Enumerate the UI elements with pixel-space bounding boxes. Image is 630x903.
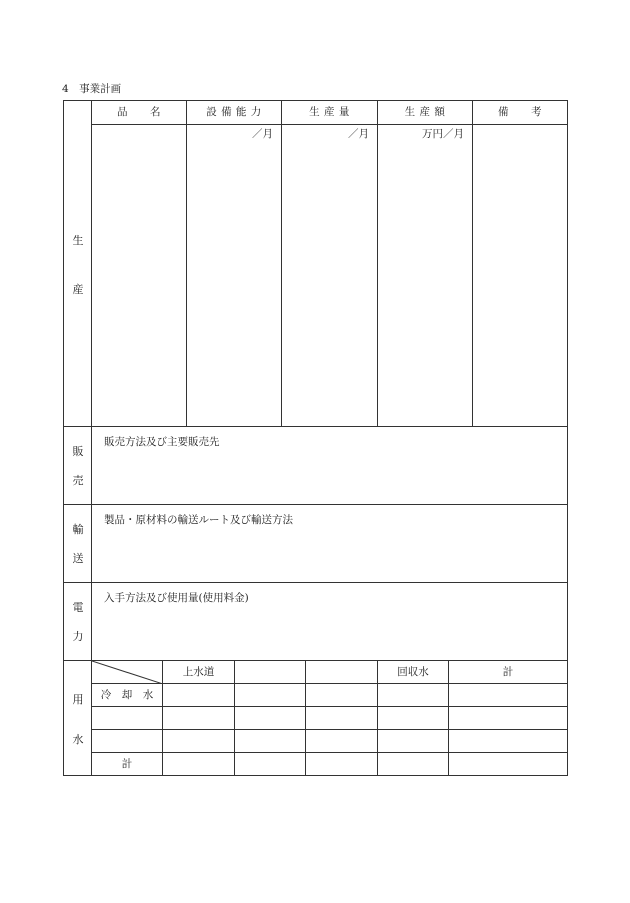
water-row-cooling: 冷 却 水 <box>91 684 162 707</box>
production-label-cell <box>63 100 91 427</box>
sales-label-cell <box>63 427 91 505</box>
transport-field[interactable] <box>91 505 568 583</box>
water-header-recycled: 回収水 <box>377 661 448 684</box>
power-label-1: 電 <box>72 601 84 614</box>
amount-unit: 万円／月 <box>422 128 464 140</box>
water-header-blank-2 <box>305 661 377 684</box>
water-cell[interactable] <box>305 707 377 730</box>
water-cell[interactable] <box>162 753 234 776</box>
transport-label-1: 輸 <box>72 523 84 536</box>
water-cell[interactable] <box>234 707 305 730</box>
sales-label-1: 販 <box>72 445 84 458</box>
water-label-1: 用 <box>72 693 84 706</box>
header-amount: 生 産 額 <box>377 100 472 124</box>
water-cell[interactable] <box>305 730 377 753</box>
water-cell[interactable] <box>377 730 448 753</box>
production-label-1: 生 <box>72 234 84 247</box>
remarks-field[interactable] <box>472 124 568 427</box>
water-cell[interactable] <box>234 684 305 707</box>
volume-unit: ／月 <box>348 128 369 140</box>
water-header-tap: 上水道 <box>162 661 234 684</box>
transport-label-2: 送 <box>72 552 84 565</box>
water-cell[interactable] <box>162 730 234 753</box>
water-cell[interactable] <box>305 753 377 776</box>
water-header-blank-1 <box>234 661 305 684</box>
water-cell[interactable] <box>377 753 448 776</box>
header-remarks: 備 考 <box>472 100 568 124</box>
water-cell[interactable] <box>162 684 234 707</box>
water-cell[interactable] <box>234 730 305 753</box>
water-cell[interactable] <box>448 684 568 707</box>
product-name-field[interactable] <box>91 124 186 427</box>
header-volume: 生 産 量 <box>281 100 377 124</box>
water-label-2: 水 <box>72 733 84 746</box>
production-label-2: 産 <box>72 283 84 296</box>
sales-label-2: 売 <box>72 474 84 487</box>
power-label-2: 力 <box>72 630 84 643</box>
water-cell[interactable] <box>448 707 568 730</box>
water-cell[interactable] <box>162 707 234 730</box>
water-cell[interactable] <box>305 684 377 707</box>
capacity-field[interactable] <box>186 124 281 427</box>
header-capacity: 設 備 能 力 <box>186 100 281 124</box>
diagonal-line <box>92 661 163 684</box>
capacity-unit: ／月 <box>252 128 273 140</box>
volume-field[interactable] <box>281 124 377 427</box>
water-cell[interactable] <box>448 753 568 776</box>
water-cell[interactable] <box>377 684 448 707</box>
transport-label-cell <box>63 505 91 583</box>
sales-note: 販売方法及び主要販売先 <box>104 436 220 448</box>
header-product-name: 品 名 <box>91 100 186 124</box>
power-note: 入手方法及び使用量(使用料金) <box>104 592 249 604</box>
water-label-cell <box>63 661 91 776</box>
section-title: 4 事業計画 <box>62 83 122 95</box>
water-header-total: 計 <box>448 661 568 684</box>
water-row-label[interactable] <box>91 730 162 753</box>
water-cell[interactable] <box>234 753 305 776</box>
water-row-label[interactable] <box>91 707 162 730</box>
water-cell[interactable] <box>377 707 448 730</box>
transport-note: 製品・原材料の輸送ルート及び輸送方法 <box>104 514 293 526</box>
business-plan-table <box>63 100 568 776</box>
power-label-cell <box>63 583 91 661</box>
water-row-total: 計 <box>91 753 162 776</box>
sales-field[interactable] <box>91 427 568 505</box>
water-cell[interactable] <box>448 730 568 753</box>
amount-field[interactable] <box>377 124 472 427</box>
water-corner-cell <box>91 661 162 684</box>
power-field[interactable] <box>91 583 568 661</box>
